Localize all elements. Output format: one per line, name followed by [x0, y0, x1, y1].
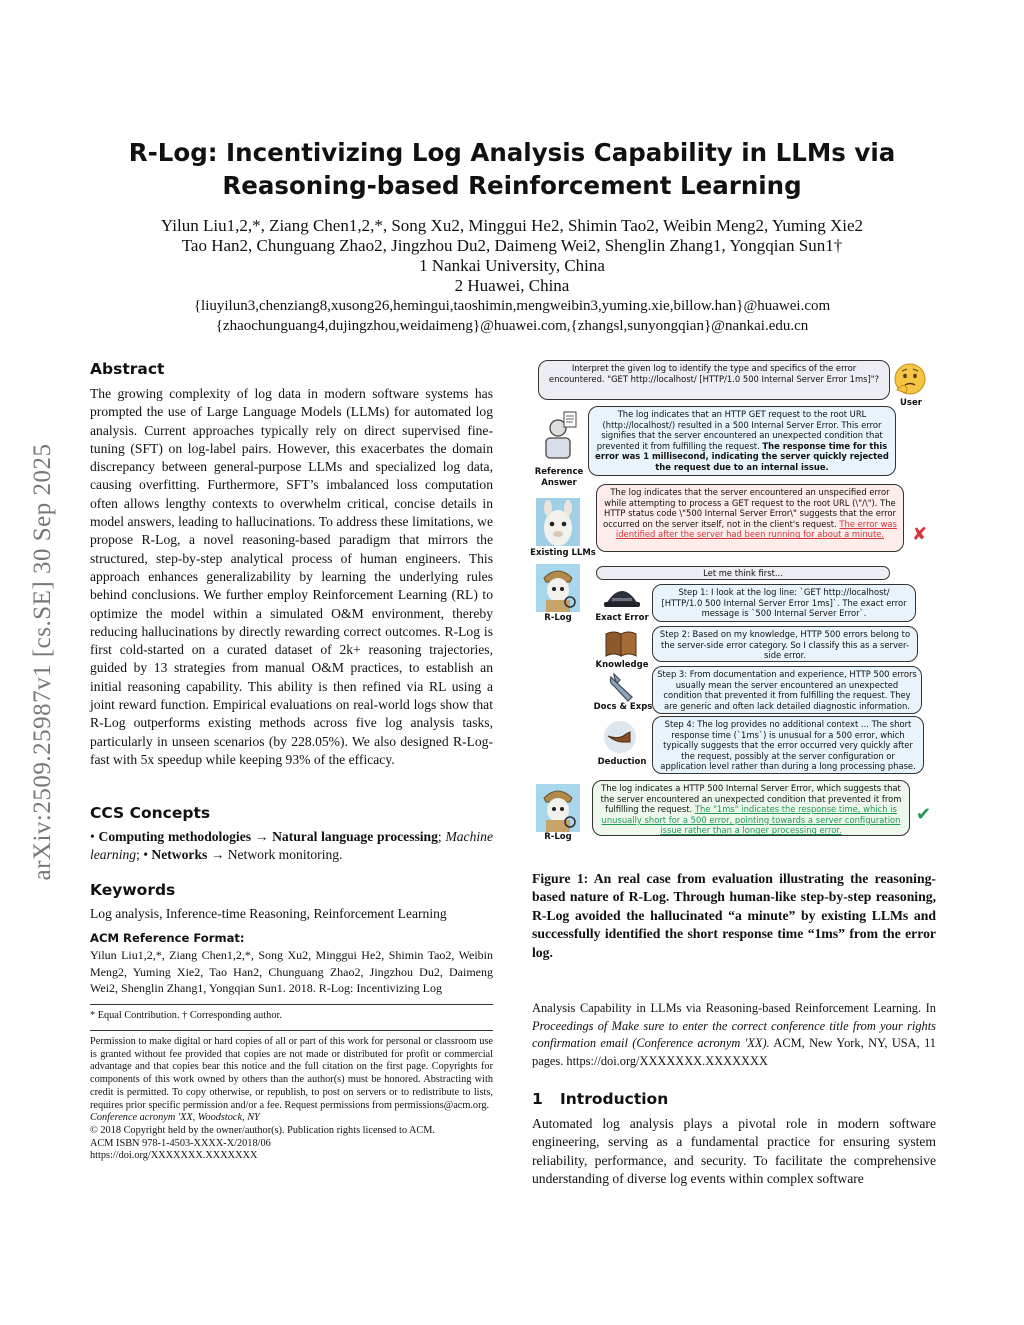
wrong-mark-icon: ✘ — [912, 524, 928, 545]
intro-heading-number: 1 — [532, 1090, 543, 1108]
step-4-bubble: Step 4: The log provides no additional context ... The short response time (`1ms`) is unusual for a 500 error, which typically suggests that the error occurred very quickly after the request, possibly at the server configuration or application level rather than during a long processing phase. — [652, 716, 924, 774]
intro-heading-row — [532, 1090, 936, 1109]
title-line-1: R-Log: Incentivizing Log Analysis Capability in LLMs via — [128, 138, 896, 167]
llama-icon — [536, 498, 580, 546]
conference-line: Conference acronym 'XX, Woodstock, NY — [90, 1112, 260, 1124]
ccs-tail: Network monitoring. — [227, 847, 343, 863]
think-bubble: Let me think first... — [596, 566, 890, 580]
ccs-bold-1: Computing methodologies — [98, 829, 252, 844]
affiliation-1: 1 Nankai University, China — [419, 256, 605, 275]
permission-rule — [90, 1030, 493, 1031]
acm-reference-continued — [532, 1000, 936, 1070]
keywords-text: Log analysis, Inference-time Reasoning, Reinforcement Learning — [90, 906, 447, 921]
permission-text: Permission to make digital or hard copies of all or part of this work for personal or classroom use is granted without fee provided that copies are not made or distributed for profit or commercial advantage and that copies bear this notice and the full citation on the first page. Copyrights for components of this work owned by others than the author(s) must be honored. Abstracting with credit is permitted. To copy otherwise, or republish, to post on servers or to redistribute to lists, requires prior specific permission and/or a fee. Request permissions from permissions@acm.org. — [90, 1036, 493, 1111]
reference-answer-bubble — [588, 406, 896, 476]
wrench-icon — [608, 670, 636, 704]
rlog-final-text: The log indicates a HTTP 500 Internal Server Error, which suggests that the server encountered an unexpected condition that prevented it from fulfilling the request. — [600, 783, 902, 815]
doi-line: https://doi.org/XXXXXXX.XXXXXXX — [90, 1150, 258, 1162]
detective-hat-icon — [602, 584, 642, 610]
author-block — [100, 216, 924, 336]
acmref-cont-a: Analysis Capability in LLMs via Reasoning-based Reinforcement Learning. In — [532, 1001, 936, 1015]
step-3-bubble: Step 3: From documentation and experience, HTTP 500 errors usually mean the server encountered an unexpected condition that prevented it from fulfilling the request. They are generic and often lack detailed diagnostic information. — [652, 666, 922, 714]
emails-line-2: {zhaochunguang4,dujingzhou,weidaimeng}@huawei.com,{zhangsl,sunyongqian}@nankai.edu.cn — [215, 318, 809, 334]
rlog-detective-icon — [536, 564, 580, 612]
reference-answer-label: Reference Answer — [534, 467, 584, 488]
affiliation-2: 2 Huawei, China — [454, 276, 570, 295]
arxiv-stamp — [14, 372, 72, 952]
knowledge-label: Knowledge — [595, 660, 649, 670]
existing-llms-label: Existing LLMs — [530, 548, 596, 558]
ccs-bold-3: Networks — [151, 847, 208, 863]
rlog-label-1: R-Log — [544, 613, 572, 623]
authors-line-1: Yilun Liu1,2,*, Ziang Chen1,2,*, Song Xu2, Minggui He2, Shimin Tao2, Weibin Meng2, Yuming Xie2 — [160, 216, 864, 235]
footnote-rule — [90, 1004, 493, 1005]
isbn-line: ACM ISBN 978-1-4503-XXXX-X/2018/06 — [90, 1137, 271, 1149]
figure-caption: Figure 1: An real case from evaluation illustrating the reasoning-based nature of R-Log. Through human-like step-by-step reasoning, R-Log avoided the hallucinated “a minute” by existing LLMs and successfully identified the short response time “1ms” from the error log. — [532, 871, 936, 960]
arxiv-stamp-text: arXiv:2509.25987v1 [cs.SE] 30 Sep 2025 — [29, 443, 56, 881]
rlog-correct-text: The "1ms" indicates the response time, which is unusually short for a 500 error, pointing towards a server configuration issue rather than a longer processing error. — [601, 804, 901, 836]
copyright-line: © 2018 Copyright held by the owner/author(s). Publication rights licensed to ACM. — [90, 1124, 436, 1136]
deduction-pipe-icon — [602, 720, 638, 754]
abstract-text: The growing complexity of log data in modern software systems has prompted the use of Large Language Models (LLMs) for automated log analysis. Current approaches typically rely on direct supervised fine-tuning (SFT) on log-label pairs. However, this exacerbates the domain discrepancy between general-purpose LLMs and specialized log data, causing overfitting. Furthermore, SFT’s imbalanced loss computation often allows lengthy contexts to overwhelm critical, concise details in model answers, leading to hallucinations. To address these limitations, we propose R-Log, a novel reasoning-based paradigm that mirrors the structured, step-by-step analytical process of human engineers. This approach enhances generalizability by learning the underlying rules behind conclusions. We further employ Reinforcement Learning (RL) to optimize the model within a simulated O&M environment, thereby reducing hallucinations by directly rewarding correct outcomes. R-Log is first cold-started on a curated dataset of 2k+ reasoning trajectories, guided by 13 strategies from manual O&M practices, to establish an initial reasoning capability. This ability is then refined via RL using a joint reward function. Empirical evaluations on real-world logs show that R-Log outperforms existing methods across five log analysis tasks, particularly in unseen scenarios (by 228.05%). We also designed R-Log-fast with 5x speedup while keeping 93% of the efficacy. — [90, 386, 493, 767]
footnote-equal: * Equal Contribution. † Corresponding author. — [90, 1010, 282, 1021]
figure-1 — [530, 360, 940, 850]
intro-heading: Introduction — [560, 1090, 669, 1108]
ccs-bold-2: Natural language processing — [272, 829, 438, 844]
acmref-cont-b: ACM, New York, NY, USA, 11 pages. https://doi.org/XXXXXXX.XXXXXXX — [532, 1036, 937, 1068]
abstract-heading: Abstract — [90, 360, 165, 378]
correct-mark-icon: ✔ — [916, 804, 932, 825]
ccs-heading: CCS Concepts — [90, 804, 211, 822]
step-2-bubble: Step 2: Based on my knowledge, HTTP 500 errors belong to the server-side error category. So I classify this as a server-side error. — [652, 626, 918, 662]
ccs-italic-1: Machine learning — [90, 829, 493, 863]
rlog-final-bubble — [592, 780, 910, 836]
permission-block — [90, 1036, 493, 1163]
intro-text: Automated log analysis plays a pivotal role in modern software engineering, serving as a fundamental practice for ensuring system reliability, performance, and security. To facilitate the comprehensive understanding of diverse log events within complex software — [532, 1116, 936, 1186]
deduction-label: Deduction — [597, 757, 647, 767]
acmref-cont-italic: Proceedings of Make sure to enter the correct conference title from your rights confirmation email (Conference acronym 'XX). — [532, 1018, 936, 1051]
thinking-face-icon — [892, 362, 928, 396]
acm-reference-text: Yilun Liu1,2,*, Ziang Chen1,2,*, Song Xu2, Minggui He2, Shimin Tao2, Weibin Meng2, Yuming Xie2, Tao Han2, Chunguang Zhao2, Jingzhou Du2, Daimeng Wei2, Shenglin Zhang1, Yongqian Sun1. 2018. R-Log: Incentivizing Log — [90, 948, 493, 995]
hallucination-text: The error was identified after the server had been running for about a minute. — [615, 518, 897, 540]
rlog-label-2: R-Log — [544, 832, 572, 842]
reference-answer-text: The log indicates that an HTTP GET request to the root URL (http://localhost/) resulted in a 500 Internal Server Error. This error signifies that the server encountered an unexpected condition that prevented it from fulfilling the request. — [596, 409, 883, 451]
book-icon — [604, 628, 638, 658]
user-label: User — [900, 398, 922, 408]
ccs-text: • Computing methodologies → Natural language processing; Machine learning; • Networks → Network monitoring. — [90, 829, 493, 863]
existing-llm-bubble — [596, 484, 904, 552]
docs-exps-label: Docs & Exps — [593, 702, 653, 712]
step-1-bubble: Step 1: I look at the log line: `GET http://localhost/ [HTTP/1.0 500 Internal Server Error 1ms]`. The exact error message is `500 Internal Server Error`. — [652, 584, 916, 622]
reference-answer-bold: The response time for this error was 1 millisecond, indicating the server quickly rejected the request due to an internal issue. — [595, 440, 889, 472]
authors-line-2: Tao Han2, Chunguang Zhao2, Jingzhou Du2, Daimeng Wei2, Shenglin Zhang1, Yongqian Sun1† — [181, 236, 843, 255]
keywords-heading: Keywords — [90, 881, 176, 899]
user-prompt-bubble: Interpret the given log to identify the type and specifics of the error encountered. "GET http://localhost/ [HTTP/1.0 500 Internal Server Error 1ms]"? — [538, 360, 890, 400]
title-line-2: Reasoning-based Reinforcement Learning — [222, 171, 802, 200]
acm-reference-heading: ACM Reference Format: — [90, 931, 245, 945]
emails-line-1: {liuyilun3,chenziang8,xusong26,hemingui,taoshimin,mengweibin3,yuming.xie,billow.han}@huawei.com — [193, 298, 831, 314]
existing-llm-text: The log indicates that the server encountered an unspecified error while attempting to process a GET request to the root URL (\"/\"). The HTTP status code \"500 Internal Server Error\" suggests that the error occurred on the server itself, not in the client's request. — [603, 487, 896, 529]
exact-error-label: Exact Error — [595, 613, 649, 623]
rlog-detective-icon-2 — [536, 784, 580, 832]
paper-title — [110, 136, 914, 202]
reference-doc-icon — [538, 410, 578, 460]
